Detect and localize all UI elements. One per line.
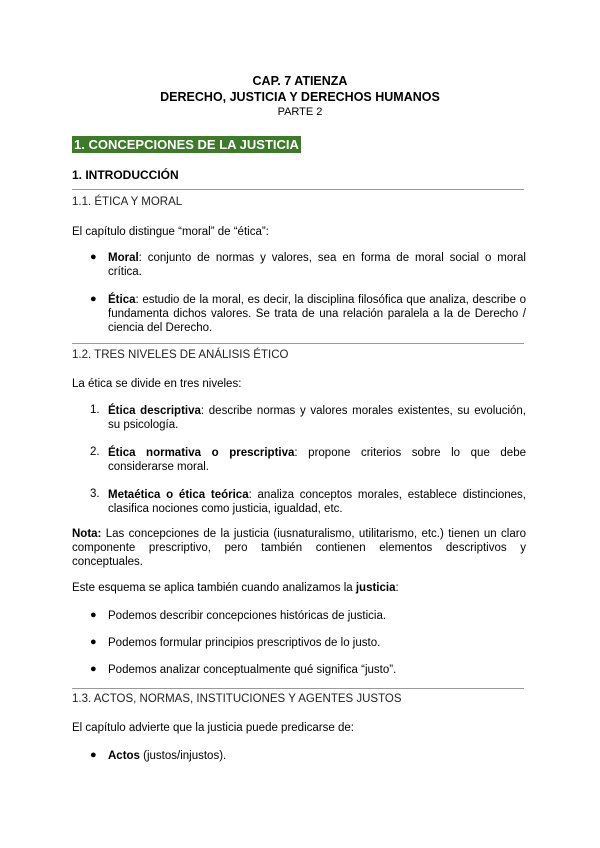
list-item: [108, 293, 526, 335]
definition: : analiza conceptos morales, establece distinciones, clasifica nociones como justicia, igualdad, etc.: [108, 489, 526, 515]
list-number: 1.: [90, 404, 100, 416]
bullet-icon: ●: [90, 636, 97, 648]
definition: : propone criterios sobre lo que debe considerarse moral.: [108, 447, 526, 473]
term: Ética normativa o prescriptiva: [108, 447, 295, 459]
bullet-icon: ●: [90, 293, 97, 305]
paragraph: El capítulo distingue “moral” de “ética”:: [72, 226, 269, 238]
bullet-icon: ●: [90, 609, 97, 621]
text: :: [395, 582, 399, 594]
heading-etica-moral: 1.1. ÉTICA Y MORAL: [72, 196, 183, 208]
list-number: 2.: [90, 446, 100, 458]
part-label: PARTE 2: [277, 106, 323, 118]
paragraph: La ética se divide en tres niveles:: [72, 378, 242, 390]
divider: [72, 688, 524, 689]
list-item: [108, 749, 526, 763]
note-label: Nota:: [72, 528, 102, 540]
term: Metaética o ética teórica: [108, 489, 249, 501]
definition: : estudio de la moral, es decir, la disciplina filosófica que analiza, describe o fundamenta dichos valores. Se trata de una relación paralela a la de Derecho / ciencia del Derecho.: [108, 294, 526, 334]
heading-introduccion: 1. INTRODUCCIÓN: [72, 168, 179, 182]
list-item: [108, 446, 526, 474]
text: Este esquema se aplica también cuando analizamos la: [72, 582, 356, 594]
term: Moral: [108, 252, 139, 264]
note-paragraph: [72, 527, 526, 569]
divider: [72, 343, 524, 344]
definition: : conjunto de normas y valores, sea en forma de moral social o moral crítica.: [108, 252, 526, 278]
section-heading-concepciones: 1. CONCEPCIONES DE LA JUSTICIA: [74, 137, 299, 152]
list-item: [108, 251, 526, 279]
heading-actos-normas: 1.3. ACTOS, NORMAS, INSTITUCIONES Y AGENTES JUSTOS: [72, 693, 402, 705]
document-title: DERECHO, JUSTICIA Y DERECHOS HUMANOS: [160, 90, 440, 104]
chapter-title: CAP. 7 ATIENZA: [252, 74, 348, 88]
heading-tres-niveles: 1.2. TRES NIVELES DE ANÁLISIS ÉTICO: [72, 349, 289, 361]
bullet-icon: ●: [90, 251, 97, 263]
definition: (justos/injustos).: [139, 750, 227, 762]
bullet-icon: ●: [90, 663, 97, 675]
list-item: Podemos formular principios prescriptivos de lo justo.: [108, 637, 381, 649]
paragraph: El capítulo advierte que la justicia puede predicarse de:: [72, 722, 354, 734]
divider: [72, 189, 524, 190]
paragraph: [72, 581, 526, 595]
bullet-icon: ●: [90, 749, 97, 761]
term: Ética: [108, 294, 136, 306]
definition: : describe normas y valores morales existentes, su evolución, su psicología.: [108, 405, 527, 431]
list-item: Podemos describir concepciones históricas de justicia.: [108, 610, 387, 622]
term: Ética descriptiva: [108, 405, 201, 417]
list-item: Podemos analizar conceptualmente qué significa “justo”.: [108, 664, 397, 676]
note-text: Las concepciones de la justicia (iusnaturalismo, utilitarismo, etc.) tienen un claro componente prescriptivo, pero también contienen elementos descriptivos y conceptuales.: [72, 528, 526, 568]
term: justicia: [355, 582, 396, 594]
list-number: 3.: [90, 488, 100, 500]
term: Actos: [108, 750, 140, 762]
list-item: [108, 404, 526, 432]
list-item: [108, 488, 526, 516]
